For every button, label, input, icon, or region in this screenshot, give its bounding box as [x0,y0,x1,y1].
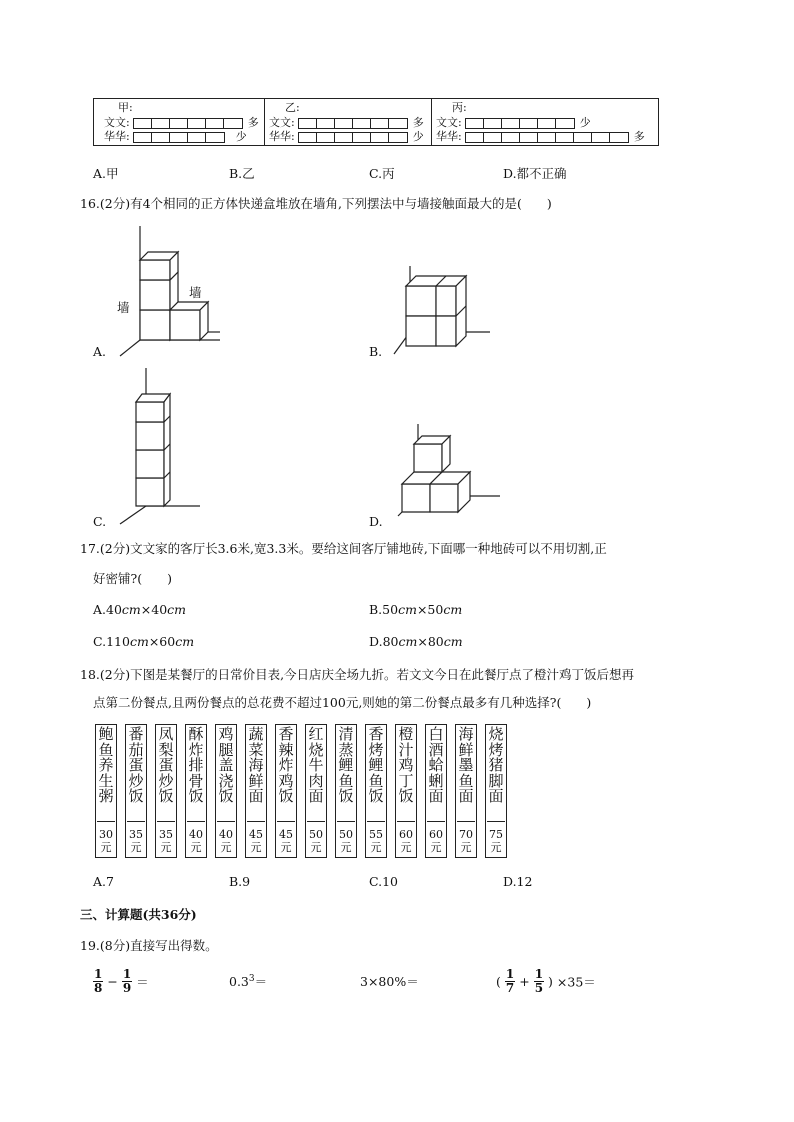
row-label: 文文: [104,116,130,129]
fraction: $\frac{1}{9}$ [122,967,132,995]
menu-item-price: 45 元 [249,828,263,854]
fraction: $\frac{1}{8}$ [94,967,103,995]
menu-item-name: 酥 炸 排 骨 饭 [188,725,204,805]
menu-item-divider [187,821,205,822]
q18-option-a[interactable]: A.7 [93,874,114,889]
menu-item [245,724,267,858]
table-cell-yi [265,99,431,145]
row-tail: 少 [235,130,247,143]
fraction: $\frac{1}{7}$ [505,967,515,995]
q18-stem-line2: 点第二份餐点,且两份餐点的总花费不超过100元,则她的第二份餐点最多有几种选择?( ) [93,695,592,710]
menu-item [155,724,177,858]
menu-item-price: 60 元 [429,828,443,854]
menu-item-price: 50 元 [309,828,323,854]
menu-item [455,724,477,858]
bar-boxes [465,132,629,143]
menu-item-divider [247,821,265,822]
menu-item [425,724,447,858]
q16-option-c[interactable]: C. [93,514,107,529]
menu-item-name: 橙 汁 鸡 丁 饭 [398,725,414,805]
menu-item [125,724,147,858]
q16-option-b[interactable]: B. [369,344,383,359]
menu-item-price: 30 元 [99,828,113,854]
menu-item-name: 凤 梨 蛋 炒 饭 [158,725,174,805]
figure-a [120,226,220,356]
bar-boxes [298,132,408,143]
q17-stem-line2: 好密铺?( ) [93,571,172,586]
expr-4: ( $\frac{1}{7}$ + $\frac{1}{5}$ ) ×35＝ [496,967,596,995]
q16-option-a[interactable]: A. [93,344,107,359]
menu-item-price: 70 元 [459,828,473,854]
menu-item [95,724,117,858]
figure-c [120,368,200,524]
menu-item-name: 鸡 腿 盖 浇 饭 [218,725,234,805]
bar-boxes [133,118,243,129]
bar-boxes [465,118,575,129]
menu-item-divider [97,821,115,822]
q15-option-a[interactable]: A.甲 [93,166,119,181]
menu-item-name: 清 蒸 鲤 鱼 饭 [338,725,354,805]
expr-2: $0.3^3=$ [229,973,268,989]
menu-item-name: 红 烧 牛 肉 面 [308,725,324,805]
fraction: $\frac{1}{5}$ [534,967,544,995]
menu-item-price: 50 元 [339,828,353,854]
row-label: 文文: [436,116,462,129]
row-tail: 少 [579,116,591,129]
table-cell-bing [432,99,658,145]
menu-item-divider [127,821,145,822]
menu-item [365,724,387,858]
menu-item-name: 白 酒 蛤 蜊 面 [428,725,444,805]
row-tail: 多 [633,130,645,143]
bar-boxes [133,132,225,143]
figure-b [394,266,490,354]
menu-item-name: 番 茄 蛋 炒 饭 [128,725,144,805]
row-tail: 多 [412,116,424,129]
menu-item-divider [427,821,445,822]
q16-option-d[interactable]: D. [369,514,383,529]
menu-item-name: 鲍 鱼 养 生 粥 [98,725,114,805]
q18-stem-line1: 18.(2分)下图是某餐厅的日常价目表,今日店庆全场九折。若文文今日在此餐厅点了橙汁鸡丁饭后想再 [80,667,635,682]
menu-item-price: 35 元 [159,828,173,854]
row-label: 华华: [436,130,462,143]
q15-option-c[interactable]: C.丙 [369,166,395,181]
menu-item-name: 蔬 菜 海 鲜 面 [248,725,264,805]
menu-item-divider [457,821,475,822]
menu-item-divider [367,821,385,822]
q18-option-c[interactable]: C.10 [369,874,398,889]
cell-title: 甲: [118,101,133,114]
q17-option-c[interactable]: C.110cm×60cm [93,634,195,649]
menu-item-divider [487,821,505,822]
menu-item-divider [337,821,355,822]
q17-stem-line1: 17.(2分)文文家的客厅长3.6米,宽3.3米。要给这间客厅铺地砖,下面哪一种地砖可以不用切割,正 [80,541,607,556]
menu-item-price: 40 元 [219,828,233,854]
menu-item-divider [157,821,175,822]
menu-item-name: 香 辣 炸 鸡 饭 [278,725,294,805]
cell-title: 丙: [452,101,467,114]
menu-item-divider [277,821,295,822]
q15-option-b[interactable]: B.乙 [229,166,255,181]
menu-item-price: 35 元 [129,828,143,854]
q16-stem: 16.(2分)有4个相同的正方体快递盒堆放在墙角,下列摆法中与墙接触面最大的是( ) [80,196,552,211]
menu-item-price: 75 元 [489,828,503,854]
figure-d [398,424,500,516]
bar-boxes [298,118,408,129]
q19-stem: 19.(8分)直接写出得数。 [80,938,218,953]
menu-item-name: 香 烤 鲤 鱼 饭 [368,725,384,805]
menu-item-price: 45 元 [279,828,293,854]
menu-item-price: 40 元 [189,828,203,854]
q18-option-d[interactable]: D.12 [503,874,533,889]
menu-item-name: 烧 烤 猪 脚 面 [488,725,504,805]
row-tail: 多 [247,116,259,129]
q16-cube-figures [80,220,740,530]
expr-3: 3×80%＝ [360,974,419,989]
menu-item [215,724,237,858]
menu-item [275,724,297,858]
menu-item [395,724,417,858]
expr-1: $\frac{1}{8}$ − $\frac{1}{9}$ ＝ [94,967,149,995]
row-tail: 少 [412,130,424,143]
wall-label-right: 墙 [189,285,202,300]
menu-item-divider [307,821,325,822]
row-label: 华华: [104,130,130,143]
q18-option-b[interactable]: B.9 [229,874,251,889]
q17-option-d[interactable]: D.80cm×80cm [369,634,463,649]
menu-item [305,724,327,858]
menu-item [185,724,207,858]
menu-item-price: 60 元 [399,828,413,854]
q15-option-d[interactable]: D.都不正确 [503,166,567,181]
row-label: 文文: [269,116,295,129]
menu-item-price: 55 元 [369,828,383,854]
table-cell-jia [94,99,264,145]
cell-title: 乙: [285,101,300,114]
q17-option-a[interactable]: A.40cm×40cm [93,602,187,617]
section-title: 三、计算题(共36分) [80,907,197,922]
wall-label-left: 墙 [117,300,130,315]
menu-item [335,724,357,858]
menu-item [485,724,507,858]
comparison-table [93,98,659,146]
menu-item-divider [217,821,235,822]
q17-option-b[interactable]: B.50cm×50cm [369,602,463,617]
menu-item-divider [397,821,415,822]
row-label: 华华: [269,130,295,143]
menu-item-name: 海 鲜 墨 鱼 面 [458,725,474,805]
